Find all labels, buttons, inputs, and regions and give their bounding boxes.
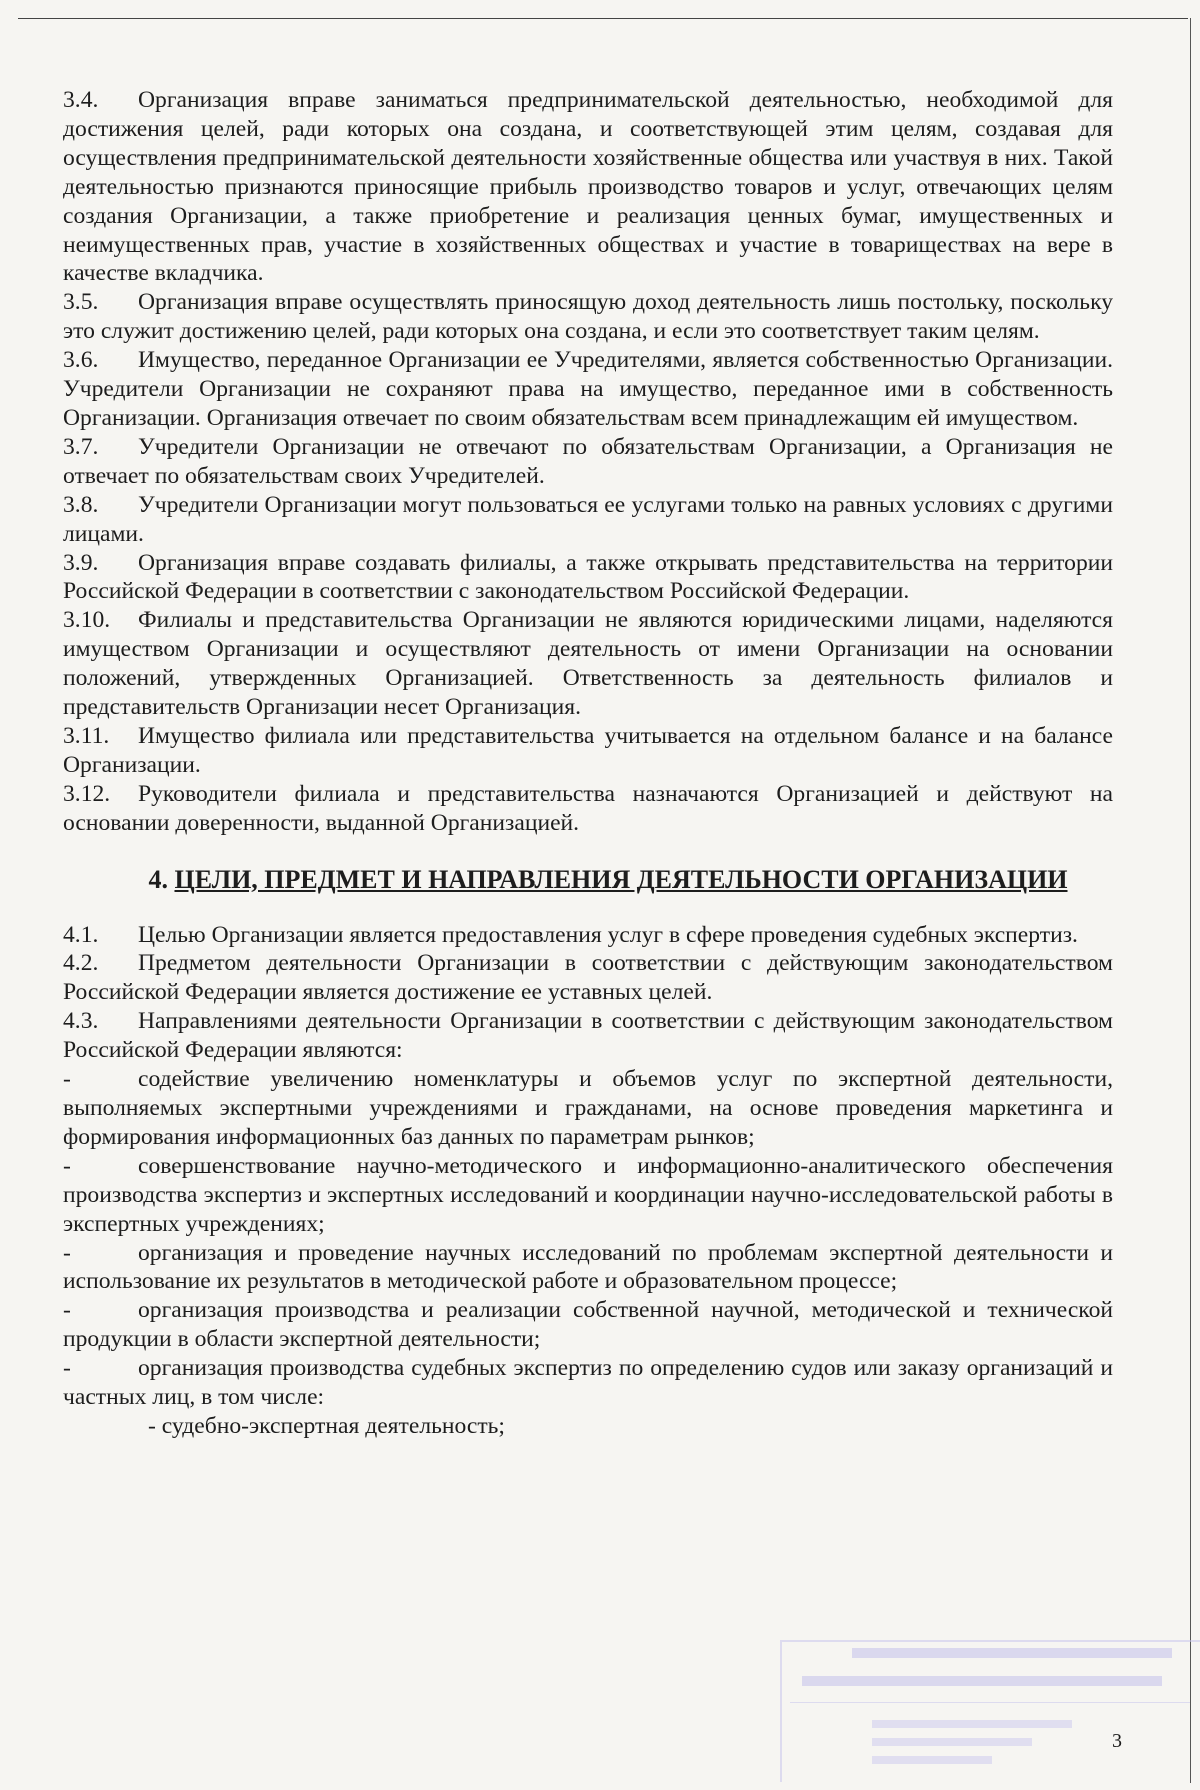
stamp-line [872,1738,1032,1746]
stamp-line [802,1676,1162,1686]
sub-list-item: - судебно-экспертная деятельность; [148,1412,505,1439]
paragraph-3-4: 3.4. Организация вправе заниматься предпринимательской деятельностью, необходимой для достижения целей, ради которых она создана, и соответствующей этим целям, создавая для осуществления предпринимательской деятельности хозяйственные общества или участвуя в них. Такой деятельностью признаются приносящие прибыль производство товаров и услуг, отвечающих целям создания Организации, а также приобретение и реализация ценных бумаг, имущественных и неимущественных прав, участие в хозяйственных обществах и участие в товариществах на вере в качестве вкладчика. [63,87,1113,287]
section-4-heading: 4. ЦЕЛИ, ПРЕДМЕТ И НАПРАВЛЕНИЯ ДЕЯТЕЛЬНОСТИ ОРГАНИЗАЦИИ [148,864,1068,894]
paragraph-3-6: 3.6. Имущество, переданное Организации ее Учредителями, является собственностью Организации. Учредители Организации не сохраняют права на имущество, переданное ими в собственность Организации. Организация отвечает по своим обязательствам всем принадлежащим ей имуществом. [63,347,1113,431]
stamp-divider [790,1702,1190,1703]
stamp-line [872,1756,992,1764]
paragraph-3-10: 3.10. Филиалы и представительства Организации не являются юридическими лицами, наделяются имуществом Организации и осуществляют деятельность от имени Организации на основании положений, утвержденных Организацией. Ответственность за деятельность филиалов и представительств Организации несет Организация. [63,607,1113,721]
list-item: - организация производства и реализации собственной научной, методической и технической продукции в области экспертной деятельности; [63,1297,1113,1353]
list-item: - содействие увеличению номенклатуры и объемов услуг по экспертной деятельности, выполняемых экспертными учреждениями и гражданами, на основе проведения маркетинга и формирования информационных баз данных по параметрам рынков; [63,1066,1113,1150]
scan-border-right [1190,18,1191,1783]
paragraph-3-12: 3.12. Руководители филиала и представительства назначаются Организацией и действуют на основании доверенности, выданной Организацией. [63,780,1113,836]
paragraph-3-5: 3.5. Организация вправе осуществлять приносящую доход деятельность лишь постольку, поскольку это служит достижению целей, ради которых она создана, и если это соответствует таким целям. [63,289,1113,345]
paragraph-3-11: 3.11. Имущество филиала или представительства учитывается на отдельном балансе и на балансе Организации. [63,722,1113,778]
paragraph-4-3: 4.3. Направлениями деятельности Организации в соответствии с действующим законодательством Российской Федерации являются: [63,1008,1113,1064]
list-item: - организация и проведение научных исследований по проблемам экспертной деятельности и использование их результатов в методической работе и образовательном процессе; [63,1239,1113,1295]
list-item: - совершенствование научно-методического и информационно-аналитического обеспечения производства экспертиз и экспертных исследований и координации научно-исследовательской работы в экспертных учреждениях; [63,1152,1113,1237]
list-item: - организация производства судебных экспертиз по определению судов или заказу организаций и частных лиц, в том числе: [63,1355,1113,1411]
stamp-line [872,1720,1072,1728]
section-4-paragraphs [63,921,1113,1066]
scan-border-top [18,18,1188,19]
paragraph-3-9: 3.9. Организация вправе создавать филиалы, а также открывать представительства на территории Российской Федерации в соответствии с законодательством Российской Федерации. [63,549,1113,605]
document-body [63,86,1113,1441]
page-number: 3 [1112,1730,1122,1752]
faded-stamp [780,1640,1200,1782]
paragraph-4-1: 4.1. Целью Организации является предоставления услуг в сфере проведения судебных экспертиз. [63,921,1078,948]
paragraph-3-8: 3.8. Учредители Организации могут пользоваться ее услугами только на равных условиях с другими лицами. [63,491,1113,547]
paragraph-4-2: 4.2. Предметом деятельности Организации в соответствии с действующим законодательством Российской Федерации является достижение ее уставных целей. [63,950,1113,1006]
section-3-paragraphs [63,86,1113,838]
activity-list [63,1065,1113,1441]
stamp-line [852,1648,1172,1658]
paragraph-3-7: 3.7. Учредители Организации не отвечают по обязательствам Организации, а Организация не отвечает по обязательствам своих Учредителей. [63,433,1113,489]
